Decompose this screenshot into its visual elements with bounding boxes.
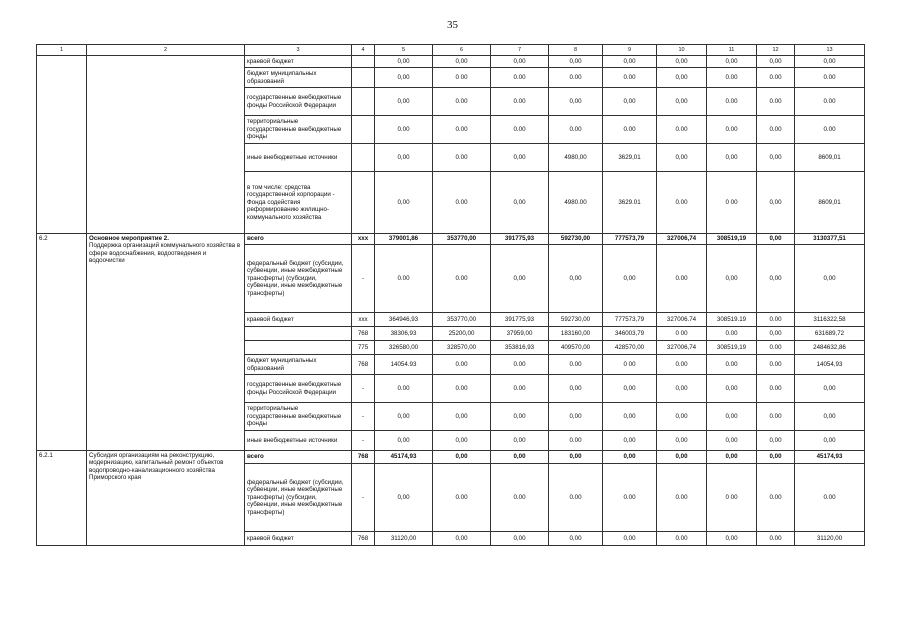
amount-cell: 0.00: [491, 375, 549, 403]
amount-cell: 0,00: [657, 68, 707, 88]
budget-code: ххх: [352, 234, 375, 245]
amount-cell: 777573,79: [603, 234, 657, 245]
amount-cell: 0,00: [603, 451, 657, 464]
amount-cell: 0.00: [433, 245, 491, 313]
amount-cell: 0,00: [603, 56, 657, 68]
item-number: 6.2: [37, 234, 87, 451]
amount-cell: 0,00: [707, 532, 757, 546]
column-header: 10: [657, 45, 707, 56]
column-header: 6: [433, 45, 491, 56]
budget-code: -: [352, 403, 375, 431]
budget-code: [352, 116, 375, 144]
amount-cell: 0,00: [757, 234, 795, 245]
amount-cell: 0.00: [603, 68, 657, 88]
amount-cell: 391775,93: [491, 313, 549, 327]
amount-cell: 777573,79: [603, 313, 657, 327]
amount-cell: 308519.19: [707, 313, 757, 327]
amount-cell: 0,00: [757, 431, 795, 451]
amount-cell: 0.00: [757, 88, 795, 116]
amount-cell: 0,00: [549, 375, 603, 403]
column-header: 2: [87, 45, 245, 56]
amount-cell: 3629.01: [603, 172, 657, 234]
funding-source: иные внебюджетные источники: [245, 431, 352, 451]
funding-source: иные внебюджетные источники: [245, 144, 352, 172]
amount-cell: 0.00: [657, 245, 707, 313]
amount-cell: 0,00: [375, 403, 433, 431]
budget-code: [352, 144, 375, 172]
amount-cell: 0,00: [795, 431, 865, 451]
column-header: 9: [603, 45, 657, 56]
amount-cell: 0,00: [707, 451, 757, 464]
budget-code: 768: [352, 355, 375, 375]
amount-cell: 0.00: [757, 68, 795, 88]
budget-code: [352, 172, 375, 234]
amount-cell: 364946,93: [375, 313, 433, 327]
amount-cell: 0.00: [707, 68, 757, 88]
amount-cell: 0.00: [757, 464, 795, 532]
table-row: [37, 234, 865, 245]
budget-code: -: [352, 431, 375, 451]
amount-cell: 346003,79: [603, 327, 657, 341]
amount-cell: 428570,00: [603, 341, 657, 355]
amount-cell: 0,00: [795, 403, 865, 431]
amount-cell: 0,00: [549, 56, 603, 68]
amount-cell: 0,00: [757, 56, 795, 68]
item-name: [87, 234, 245, 451]
item-name-text: Поддержка организаций коммунального хозяйства в сфере водоснабжения, водоотведения и водоочистки: [89, 242, 241, 265]
amount-cell: 0,00: [433, 56, 491, 68]
budget-table: [36, 44, 865, 546]
amount-cell: 0.00: [757, 403, 795, 431]
amount-cell: 0.00: [433, 375, 491, 403]
item-name-title: Основное мероприятие 2.: [89, 235, 169, 242]
amount-cell: 0,00: [657, 403, 707, 431]
amount-cell: 0 00: [707, 172, 757, 234]
amount-cell: 0.00: [757, 355, 795, 375]
column-header: 11: [707, 45, 757, 56]
amount-cell: 0.00: [549, 431, 603, 451]
amount-cell: 0.00: [757, 532, 795, 546]
amount-cell: 0,00: [657, 88, 707, 116]
amount-cell: 2484632,86: [795, 341, 865, 355]
amount-cell: 0.00: [433, 116, 491, 144]
amount-cell: 0,00: [491, 56, 549, 68]
amount-cell: 0,00: [657, 144, 707, 172]
amount-cell: 0 00: [707, 464, 757, 532]
amount-cell: 327006,74: [657, 234, 707, 245]
funding-source: территориальные государственные внебюджетные фонды: [245, 116, 352, 144]
amount-cell: 0,00: [491, 451, 549, 464]
amount-cell: 0.00: [491, 355, 549, 375]
column-header: 5: [375, 45, 433, 56]
amount-cell: 592730,00: [549, 234, 603, 245]
table-row: [37, 451, 865, 464]
amount-cell: 8609,01: [795, 144, 865, 172]
item-name-cell: [87, 56, 245, 234]
budget-code: 768: [352, 451, 375, 464]
amount-cell: 327006,74: [657, 341, 707, 355]
amount-cell: 0.00: [549, 116, 603, 144]
amount-cell: 0,00: [657, 56, 707, 68]
amount-cell: 0.00: [707, 327, 757, 341]
table-row: [37, 56, 865, 68]
amount-cell: 0,00: [549, 532, 603, 546]
amount-cell: 0,00: [707, 56, 757, 68]
amount-cell: 0,00: [549, 88, 603, 116]
column-header: 3: [245, 45, 352, 56]
budget-code: -: [352, 245, 375, 313]
amount-cell: 0,00: [757, 327, 795, 341]
amount-cell: 0,00: [375, 144, 433, 172]
amount-cell: 38306,93: [375, 327, 433, 341]
amount-cell: 0,00: [491, 144, 549, 172]
amount-cell: 0,00: [433, 451, 491, 464]
amount-cell: 0,00: [603, 245, 657, 313]
amount-cell: 328570,00: [433, 341, 491, 355]
budget-code: [352, 56, 375, 68]
amount-cell: 3116322,58: [795, 313, 865, 327]
amount-cell: 0,00: [375, 88, 433, 116]
amount-cell: 0.00: [491, 68, 549, 88]
amount-cell: 37959,00: [491, 327, 549, 341]
amount-cell: 0,00: [757, 451, 795, 464]
amount-cell: 0.00: [433, 144, 491, 172]
amount-cell: 0,00: [603, 431, 657, 451]
amount-cell: 14054.93: [375, 355, 433, 375]
amount-cell: 0.00: [757, 375, 795, 403]
funding-source: краевой бюджет: [245, 532, 352, 546]
amount-cell: 0.00: [657, 532, 707, 546]
amount-cell: 0,00: [603, 403, 657, 431]
column-header: 1: [37, 45, 87, 56]
funding-source: всего: [245, 451, 352, 464]
amount-cell: 0,00: [433, 431, 491, 451]
column-header: 4: [352, 45, 375, 56]
amount-cell: 0,00: [757, 245, 795, 313]
funding-source: бюджет муниципальных образований: [245, 68, 352, 88]
amount-cell: 0,00: [603, 375, 657, 403]
amount-cell: 4980.00: [549, 172, 603, 234]
amount-cell: 31120,00: [375, 532, 433, 546]
page-number: 35: [447, 19, 458, 31]
amount-cell: 0,00: [433, 532, 491, 546]
funding-source: бюджет муниципальных образований: [245, 355, 352, 375]
amount-cell: 45174,93: [375, 451, 433, 464]
amount-cell: 0.00: [603, 464, 657, 532]
amount-cell: 0,00: [549, 451, 603, 464]
amount-cell: 0.00: [657, 355, 707, 375]
amount-cell: 0.00: [795, 68, 865, 88]
amount-cell: 0.00: [657, 464, 707, 532]
amount-cell: 0,00: [375, 464, 433, 532]
funding-source: территориальные государственные внебюджетные фонды: [245, 403, 352, 431]
header-row: [37, 45, 865, 56]
amount-cell: 0.00: [433, 355, 491, 375]
amount-cell: 0,00: [757, 172, 795, 234]
budget-code: -: [352, 375, 375, 403]
amount-cell: 353770,00: [433, 313, 491, 327]
amount-cell: 0,00: [491, 245, 549, 313]
amount-cell: 0.00: [433, 464, 491, 532]
amount-cell: 0,00: [707, 403, 757, 431]
budget-code: 768: [352, 532, 375, 546]
amount-cell: 0,00: [375, 172, 433, 234]
amount-cell: 0,00: [707, 245, 757, 313]
amount-cell: 3130377,51: [795, 234, 865, 245]
amount-cell: 0.00: [549, 355, 603, 375]
amount-cell: 0.00: [795, 464, 865, 532]
amount-cell: 0.00: [757, 116, 795, 144]
amount-cell: 0 00: [433, 68, 491, 88]
funding-source: государственные внебюджетные фонды Российской Федерации: [245, 375, 352, 403]
amount-cell: 0,00: [491, 172, 549, 234]
amount-cell: 0.00: [707, 116, 757, 144]
amount-cell: 183160,00: [549, 327, 603, 341]
amount-cell: 0.00: [707, 355, 757, 375]
column-header: 13: [795, 45, 865, 56]
amount-cell: 0.00: [375, 245, 433, 313]
funding-source: федеральный бюджет (субсидии, субвенции, иные межбюджетные трансферты) (субсидии, субвенции, иные межбюджетные трансферты): [245, 245, 352, 313]
amount-cell: 0,00: [549, 245, 603, 313]
amount-cell: 0,00: [603, 88, 657, 116]
amount-cell: 0.00: [795, 116, 865, 144]
amount-cell: 0.00: [795, 88, 865, 116]
amount-cell: 379001,86: [375, 234, 433, 245]
amount-cell: 353816,93: [491, 341, 549, 355]
amount-cell: 0,00: [795, 56, 865, 68]
funding-source: [245, 341, 352, 355]
amount-cell: 0,00: [491, 532, 549, 546]
amount-cell: 0.00: [657, 172, 707, 234]
amount-cell: 0.00: [491, 464, 549, 532]
funding-source: [245, 327, 352, 341]
amount-cell: 0 00: [657, 327, 707, 341]
amount-cell: 0.00: [603, 116, 657, 144]
funding-source: федеральный бюджет (субсидии, субвенции, иные межбюджетные трансферты) (субсидии, субвенции, иные межбюджетные трансферты): [245, 464, 352, 532]
budget-code: -: [352, 464, 375, 532]
amount-cell: 4980,00: [549, 144, 603, 172]
amount-cell: 25200,00: [433, 327, 491, 341]
amount-cell: 0.00: [549, 68, 603, 88]
amount-cell: 0,00: [375, 56, 433, 68]
amount-cell: 0,00: [549, 403, 603, 431]
budget-code: 768: [352, 327, 375, 341]
amount-cell: 0.00: [757, 341, 795, 355]
amount-cell: 0,00: [375, 68, 433, 88]
item-number-cell: [37, 56, 87, 234]
budget-code: [352, 88, 375, 116]
amount-cell: 409570,00: [549, 341, 603, 355]
amount-cell: 31120,00: [795, 532, 865, 546]
amount-cell: 8609,01: [795, 172, 865, 234]
funding-source: в том числе: средства государственной корпорации - Фонда содействия реформированию жилищно-коммунального хозяйства: [245, 172, 352, 234]
funding-source: краевой бюджет: [245, 56, 352, 68]
budget-code: ххх: [352, 313, 375, 327]
amount-cell: 0.00: [375, 375, 433, 403]
amount-cell: 326580,00: [375, 341, 433, 355]
amount-cell: 353770,00: [433, 234, 491, 245]
amount-cell: 327006.74: [657, 313, 707, 327]
amount-cell: 391775,93: [491, 234, 549, 245]
funding-source: краевой бюджет: [245, 313, 352, 327]
amount-cell: 0.00: [433, 172, 491, 234]
amount-cell: 0,00: [707, 144, 757, 172]
column-header: 7: [491, 45, 549, 56]
amount-cell: 0,00: [491, 403, 549, 431]
item-number: 6.2.1: [37, 451, 87, 546]
amount-cell: 3629,01: [603, 144, 657, 172]
column-header: 8: [549, 45, 603, 56]
budget-code: [352, 68, 375, 88]
amount-cell: 14054,93: [795, 355, 865, 375]
column-header: 12: [757, 45, 795, 56]
amount-cell: 45174,93: [795, 451, 865, 464]
amount-cell: 0.00: [375, 116, 433, 144]
amount-cell: 0.00: [707, 88, 757, 116]
amount-cell: 0.00: [491, 116, 549, 144]
funding-source: всего: [245, 234, 352, 245]
amount-cell: 0,00: [707, 375, 757, 403]
amount-cell: 0,00: [657, 431, 707, 451]
amount-cell: 0.00: [491, 88, 549, 116]
amount-cell: 0,00: [707, 431, 757, 451]
amount-cell: 308519,19: [707, 234, 757, 245]
budget-code: 775: [352, 341, 375, 355]
amount-cell: 0,00: [433, 403, 491, 431]
funding-source: государственные внебюджетные фонды Российской Федерации: [245, 88, 352, 116]
amount-cell: 0.00: [549, 464, 603, 532]
amount-cell: 0,00: [657, 451, 707, 464]
amount-cell: 631689,72: [795, 327, 865, 341]
amount-cell: 0,00: [795, 245, 865, 313]
amount-cell: 0.00: [657, 116, 707, 144]
amount-cell: 0,00: [757, 144, 795, 172]
amount-cell: 0 00: [603, 355, 657, 375]
amount-cell: 0,00: [795, 375, 865, 403]
amount-cell: 592730,00: [549, 313, 603, 327]
item-name: [87, 451, 245, 546]
amount-cell: 0.00: [433, 88, 491, 116]
amount-cell: 0,00: [491, 431, 549, 451]
amount-cell: 0,00: [603, 532, 657, 546]
item-name-text: Субсидия организациям на реконструкцию, модернизацию, капитальный ремонт объектов водопроводно-канализационного хозяйства Приморского края: [89, 452, 224, 482]
amount-cell: 308519,19: [707, 341, 757, 355]
amount-cell: 0,00: [657, 375, 707, 403]
amount-cell: 0.00: [757, 313, 795, 327]
amount-cell: 0,00: [375, 431, 433, 451]
